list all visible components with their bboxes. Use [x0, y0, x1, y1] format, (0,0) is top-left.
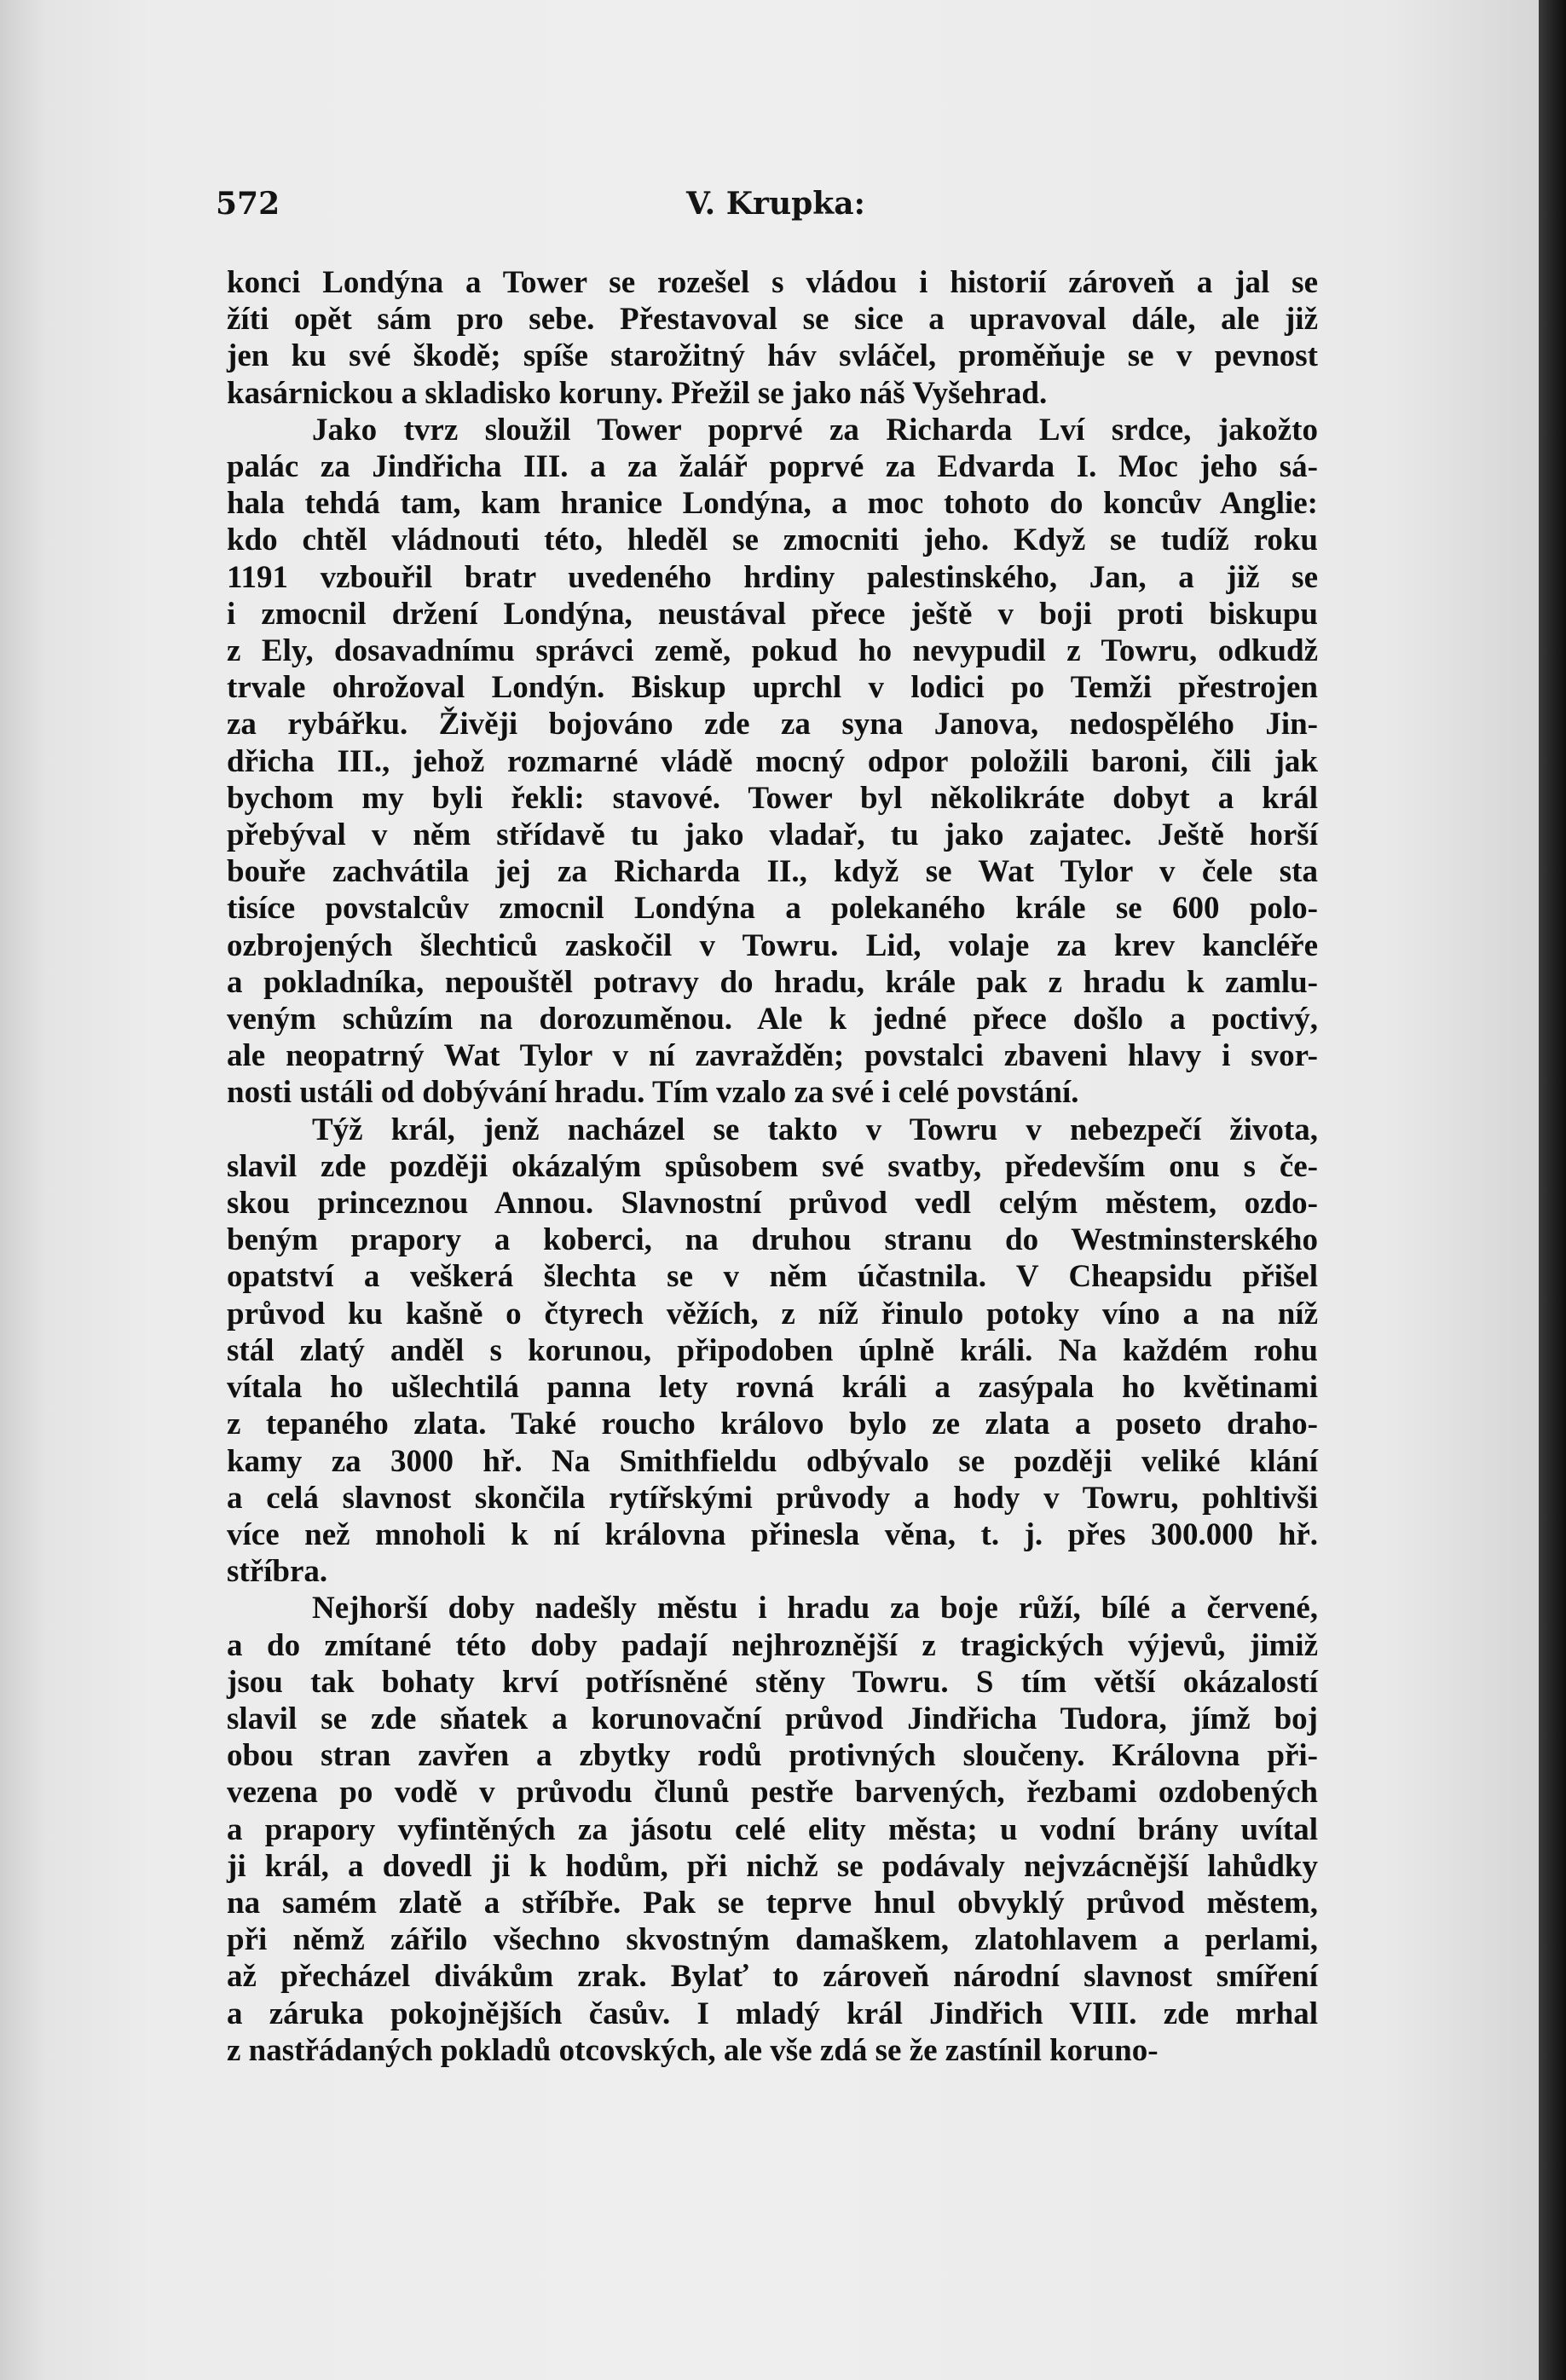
text-line: obou stran zavřen a zbytky rodů protivných sloučeny. Královna při- [227, 1738, 1318, 1774]
text-line: z Ely, dosavadnímu správci země, pokud ho nevypudil z Towru, odkudž [227, 633, 1318, 669]
text-line: opatství a veškerá šlechta se v něm účastnila. V Cheapsidu přišel [227, 1259, 1318, 1295]
text-line: bychom my byli řekli: stavové. Tower byl několikráte dobyt a král [227, 780, 1318, 816]
body-text [227, 264, 1318, 2069]
text-line: jen ku své škodě; spíše starožitný háv svláčel, proměňuje se v pevnost [227, 338, 1318, 374]
text-line: ji král, a dovedl ji k hodům, při nichž se podávaly nejvzácnější lahůdky [227, 1848, 1318, 1884]
text-line: vezena po vodě v průvodu člunů pestře barvených, řezbami ozdobených [227, 1775, 1318, 1811]
page-header [216, 186, 1315, 227]
text-line: za rybářku. Živěji bojováno zde za syna Janova, nedospělého Jin- [227, 707, 1318, 742]
text-line: na samém zlatě a stříbře. Pak se teprve hnul obvyklý průvod městem, [227, 1885, 1318, 1921]
text-line: a záruka pokojnějších časův. I mladý král Jindřich VIII. zde mrhal [227, 1996, 1318, 2031]
text-line: z tepaného zlata. Také roucho královo bylo ze zlata a poseto draho- [227, 1407, 1318, 1442]
text-line: ozbrojených šlechticů zaskočil v Towru. Lid, volaje za krev kancléře [227, 927, 1318, 963]
text-line: a do zmítané této doby padají nejhroznější z tragických výjevů, jimiž [227, 1627, 1318, 1663]
text-line: konci Londýna a Tower se rozešel s vládou i historií zároveň a jal se [227, 265, 1318, 300]
text-line: ale neopatrný Wat Tylor v ní zavražděn; povstalci zbaveni hlavy i svor- [227, 1038, 1318, 1074]
text-line: tisíce povstalcův zmocnil Londýna a polekaného krále se 600 polo- [227, 891, 1318, 927]
text-line: průvod ku kašně o čtyrech věžích, z níž řinulo potoky víno a na níž [227, 1296, 1318, 1332]
text-line: Jako tvrz sloužil Tower poprvé za Richarda Lví srdce, jakožto [312, 412, 1318, 448]
text-line: bouře zachvátila jej za Richarda II., když se Wat Tylor v čele sta [227, 854, 1318, 890]
text-line: trvale ohrožoval Londýn. Biskup uprchl v lodici po Temži přestrojen [227, 670, 1318, 706]
text-line: z nastřádaných pokladů otcovských, ale vše zdá se že zastínil koruno- [227, 2032, 1159, 2068]
text-line: kasárnickou a skladisko koruny. Přežil se jako náš Vyšehrad. [227, 375, 1048, 411]
running-title: V. Krupka: [686, 186, 865, 222]
text-line: palác za Jindřicha III. a za žalář poprvé za Edvarda I. Moc jeho sá- [227, 449, 1318, 485]
text-line: a prapory vyfintěných za jásotu celé elity města; u vodní brány uvítal [227, 1811, 1318, 1847]
text-line: stál zlatý anděl s korunou, připodoben úplně králi. Na každém rohu [227, 1332, 1318, 1368]
text-line: 1191 vzbouřil bratr uvedeného hrdiny palestinského, Jan, a již se [227, 559, 1318, 595]
text-line: vítala ho ušlechtilá panna lety rovná králi a zasýpala ho květinami [227, 1370, 1318, 1406]
text-line: slavil zde později okázalým spůsobem své svatby, především onu s če- [227, 1148, 1318, 1184]
text-line: hala tehdá tam, kam hranice Londýna, a moc tohoto do koncův Anglie: [227, 486, 1318, 522]
page-edge-shadow [1539, 0, 1566, 2380]
paragraph [227, 1112, 1318, 1591]
paragraph [227, 1590, 1318, 2069]
text-line: při němž zářilo všechno skvostným damaškem, zlatohlavem a perlami, [227, 1922, 1318, 1958]
text-line: i zmocnil držení Londýna, neustával přece ještě v boji proti biskupu [227, 596, 1318, 632]
text-line: kdo chtěl vládnouti této, hleděl se zmocniti jeho. Když se tudíž roku [227, 523, 1318, 558]
text-line: více než mnoholi k ní královna přinesla věna, t. j. přes 300.000 hř. [227, 1516, 1318, 1552]
paragraph [227, 264, 1318, 412]
text-line: stříbra. [227, 1554, 328, 1590]
text-line: veným schůzím na dorozuměnou. Ale k jedné přece došlo a poctivý, [227, 1002, 1318, 1037]
text-line: Týž král, jenž nacházel se takto v Towru v nebezpečí života, [312, 1112, 1318, 1147]
paragraph [227, 412, 1318, 1112]
text-line: a pokladníka, nepouštěl potravy do hradu, krále pak z hradu k zamlu- [227, 964, 1318, 1000]
text-line: Nejhorší doby nadešly městu i hradu za boje růží, bílé a červené, [312, 1591, 1318, 1626]
page-number: 572 [216, 186, 280, 222]
text-line: beným prapory a koberci, na druhou stranu do Westminsterského [227, 1222, 1318, 1258]
text-line: slavil se zde sňatek a korunovační průvod Jindřicha Tudora, jímž boj [227, 1701, 1318, 1736]
text-line: nosti ustáli od dobývání hradu. Tím vzalo za své i celé povstání. [227, 1075, 1079, 1111]
text-line: žíti opět sám pro sebe. Přestavoval se sice a upravoval dále, ale již [227, 302, 1318, 338]
text-line: dřicha III., jehož rozmarné vládě mocný odpor položili baroni, čili jak [227, 743, 1318, 779]
text-line: až přecházel divákům zrak. Bylať to zároveň národní slavnost smíření [227, 1959, 1318, 1995]
text-line: přebýval v něm střídavě tu jako vladař, tu jako zajatec. Ještě horší [227, 817, 1318, 853]
text-line: a celá slavnost skončila rytířskými průvody a hody v Towru, pohltivši [227, 1480, 1318, 1516]
text-line: skou princeznou Annou. Slavnostní průvod vedl celým městem, ozdo- [227, 1186, 1318, 1222]
text-line: kamy za 3000 hř. Na Smithfieldu odbývalo se později veliké klání [227, 1443, 1318, 1479]
text-line: jsou tak bohaty krví potřísněné stěny Towru. S tím větší okázalostí [227, 1664, 1318, 1700]
